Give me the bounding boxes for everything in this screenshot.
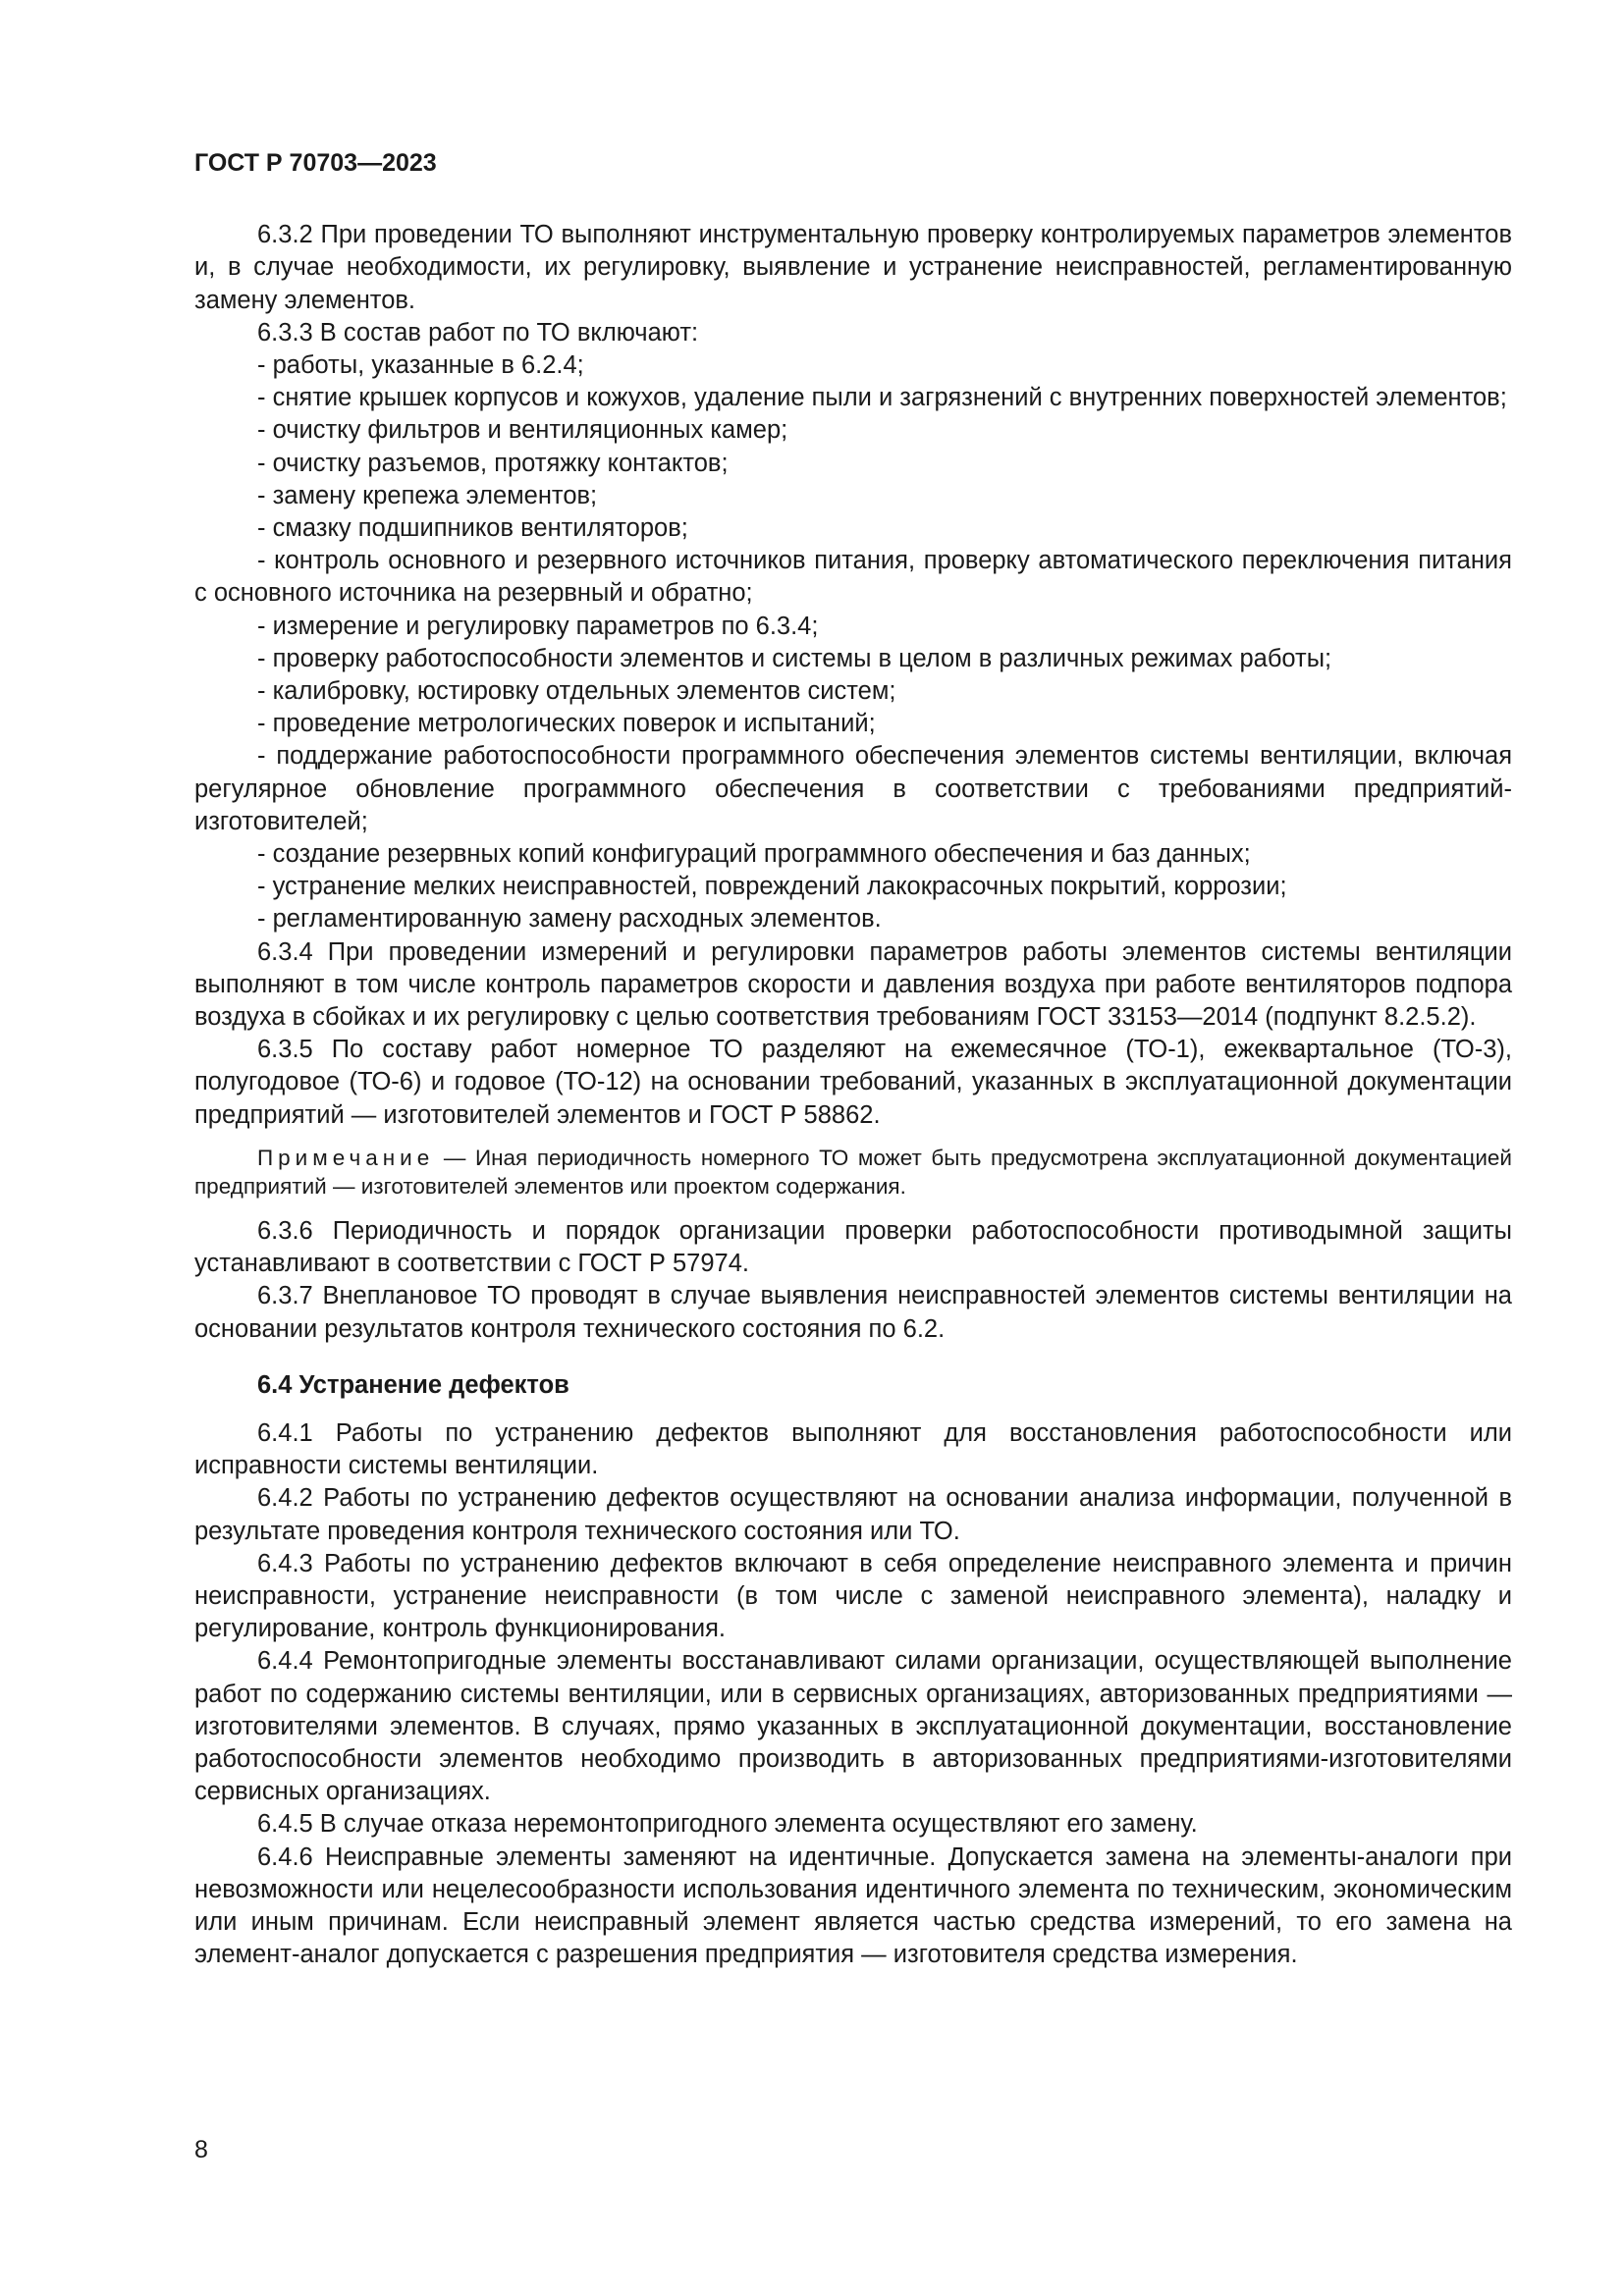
paragraph: 6.3.2 При проведении ТО выполняют инструментальную проверку контролируемых параметров элементов и, в случае необходимости, их регулировку, выявление и устранение неисправностей, регламентированную замену элементов. xyxy=(194,221,1512,314)
paragraph: 6.4.1 Работы по устранению дефектов выполняют для восстановления работоспособности или исправности системы вентиляции. xyxy=(194,1418,1512,1480)
note-paragraph xyxy=(194,1144,1512,1201)
list-item: - замену крепежа элементов; xyxy=(257,481,598,509)
list-item: - проведение метрологических поверок и испытаний; xyxy=(257,710,876,738)
note-label: Примечание xyxy=(257,1145,435,1170)
list-item: - поддержание работоспособности программного обеспечения элементов системы вентиляции, включая регулярное обновление программного обеспечения в соответствии с требованиями предприятий-изготовителей; xyxy=(194,742,1512,835)
section-heading: 6.4 Устранение дефектов xyxy=(257,1370,569,1399)
list-item: - калибровку, юстировку отдельных элементов систем; xyxy=(257,677,896,706)
list-item: - проверку работоспособности элементов и системы в целом в различных режимах работы; xyxy=(257,644,1332,672)
page-number: 8 xyxy=(194,2136,208,2163)
list-item: - работы, указанные в 6.2.4; xyxy=(257,351,584,380)
list-item: - измерение и регулировку параметров по 6.3.4; xyxy=(257,612,819,640)
list-item: - очистку разъемов, протяжку контактов; xyxy=(257,449,729,477)
list-item: - контроль основного и резервного источников питания, проверку автоматического переключения питания с основного источника на резервный и обратно; xyxy=(194,547,1512,608)
list-item: - очистку фильтров и вентиляционных камер; xyxy=(257,416,788,445)
paragraph: 6.3.5 По составу работ номерное ТО разделяют на ежемесячное (ТО-1), ежеквартальное (ТО-3), полугодовое (ТО-6) и годовое (ТО-12) на основании требований, указанных в эксплуатационной документации предприятий — изготовителей элементов и ГОСТ Р 58862. xyxy=(194,1036,1512,1129)
list-item: - регламентированную замену расходных элементов. xyxy=(257,905,882,934)
paragraph: 6.3.3 В состав работ по ТО включают: xyxy=(257,318,699,347)
document-page xyxy=(194,147,1512,1971)
paragraph: 6.3.4 При проведении измерений и регулировки параметров работы элементов системы вентиляции выполняют в том числе контроль параметров скорости и давления воздуха при работе вентиляторов подпора воздуха в сбойках и их регулировку с целью соответствия требованиям ГОСТ 33153—2014 (подпункт 8.2.5.2). xyxy=(194,937,1512,1032)
paragraph: 6.3.7 Внеплановое ТО проводят в случае выявления неисправностей элементов системы вентиляции на основании результатов контроля технического состояния по 6.2. xyxy=(194,1282,1512,1343)
document-header: ГОСТ Р 70703—2023 xyxy=(194,149,437,177)
paragraph: 6.4.3 Работы по устранению дефектов включают в себя определение неисправного элемента и причин неисправности, устранение неисправности (в том числе с заменой неисправного элемента), наладку и регулирование, контроль функционирования. xyxy=(194,1549,1512,1643)
paragraph: 6.4.4 Ремонтопригодные элементы восстанавливают силами организации, осуществляющей выполнение работ по содержанию системы вентиляции, или в сервисных организациях, авторизованных предприятиями — изготовителями элементов. В случаях, прямо указанных в эксплуатационной документации, восстановление работоспособности элементов необходимо производить в авторизованных предприятиями-изготовителями сервисных организациях. xyxy=(194,1647,1512,1806)
list-item: - устранение мелких неисправностей, повреждений лакокрасочных покрытий, коррозии; xyxy=(257,873,1287,901)
paragraph: 6.4.6 Неисправные элементы заменяют на идентичные. Допускается замена на элементы-аналоги при невозможности или нецелесообразности использования идентичного элемента по техническим, экономическим или иным причинам. Если неисправный элемент является частью средства измерений, то его замена на элемент-аналог допускается с разрешения предприятия — изготовителя средства измерения. xyxy=(194,1842,1512,1969)
list-item: - создание резервных копий конфигураций программного обеспечения и баз данных; xyxy=(257,840,1251,869)
paragraph: 6.4.5 В случае отказа неремонтопригодного элемента осуществляют его замену. xyxy=(257,1810,1198,1839)
note-text: — Иная периодичность номерного ТО может быть предусмотрена эксплуатационной документацией предприятий — изготовителей элементов или проектом содержания. xyxy=(194,1145,1512,1200)
list-item: - снятие крышек корпусов и кожухов, удаление пыли и загрязнений с внутренних поверхностей элементов; xyxy=(257,384,1507,412)
paragraph: 6.4.2 Работы по устранению дефектов осуществляют на основании анализа информации, полученной в результате проведения контроля технического состояния или ТО. xyxy=(194,1484,1512,1545)
document-body xyxy=(194,219,1512,1971)
paragraph: 6.3.6 Периодичность и порядок организации проверки работоспособности противодымной защиты устанавливают в соответствии с ГОСТ Р 57974. xyxy=(194,1216,1512,1278)
list-item: - смазку подшипников вентиляторов; xyxy=(257,514,688,543)
